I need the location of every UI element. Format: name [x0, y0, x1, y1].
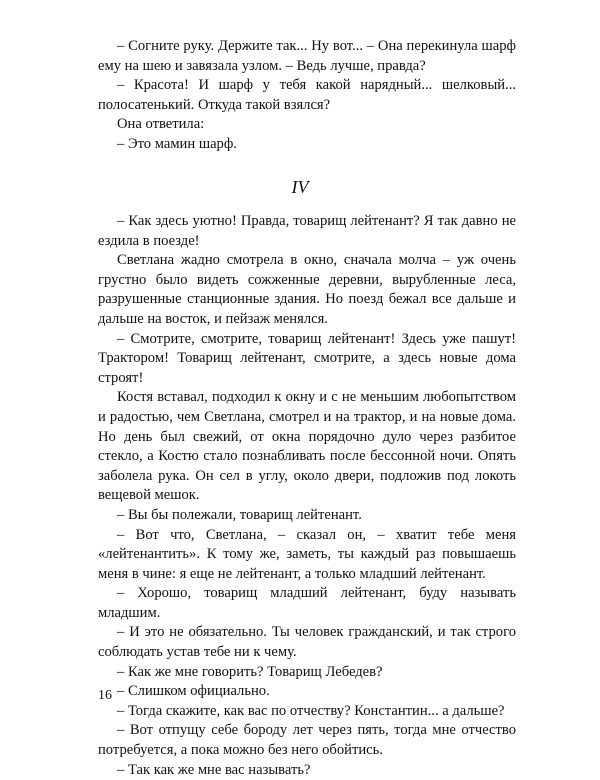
paragraph: – И это не обязательно. Ты человек гражданский, и так строго соблюдать устав тебе ни к чему. [98, 624, 516, 661]
paragraph: – Вот что, Светлана, – сказал он, – хватит тебе меня «лейтенантить». К тому же, заметь, ты каждый раз повышаешь меня в чине: я еще не лейтенант, а только младший лейтенант. [98, 526, 516, 582]
paragraph: – Это мамин шарф. [117, 135, 237, 152]
paragraph: – Слишком официально. [117, 683, 270, 700]
paragraph: – Тогда скажите, как вас по отчеству? Константин... а дальше? [117, 702, 505, 719]
chapter-heading: IV [291, 177, 309, 197]
paragraph: – Хорошо, товарищ младший лейтенант, буду называть младшим. [98, 585, 516, 621]
paragraph: – Согните руку. Держите так... Ну вот... – Она перекинула шарф ему на шею и завязала узлом. – Ведь лучше, правда? [98, 38, 516, 74]
paragraph: – Красота! И шарф у тебя какой нарядный... шелковый... полосатенький. Откуда такой взялся? [98, 77, 516, 113]
paragraph: Светлана жадно смотрела в окно, сначала молча – уж очень грустно было видеть сожженные деревни, вырубленные леса, разрушенные станционные здания. Но поезд бежал все дальше и дальше на восток, и пейзаж менялся. [98, 252, 516, 327]
paragraph: – Так как же мне вас называть? [117, 761, 311, 778]
paragraph: – Вот отпущу себе бороду лет через пять, тогда мне отчество потребуется, а пока можно без него обойтись. [98, 722, 516, 759]
paragraph: Костя вставал, подходил к окну и с не меньшим любопытством и радостью, чем Светлана, смотрел и на трактор, и на новые дома. Но день был свежий, от окна порядочно дуло через разбитое стекло, а Костю стало познабливать после бессонной ночи. Опять заболела рука. Он сел в углу, около двери, подложив под локоть вещевой мешок. [98, 389, 516, 504]
paragraph: – Вы бы полежали, товарищ лейтенант. [117, 506, 362, 523]
paragraph: – Смотрите, смотрите, товарищ лейтенант! Здесь уже пашут! Трактором! Товарищ лейтенант, смотрите, а здесь новые дома строят! [98, 330, 516, 386]
paragraph: – Как здесь уютно! Правда, товарищ лейтенант? Я так давно не ездила в поезде! [98, 213, 516, 249]
main-text-block [98, 212, 516, 780]
page-number: 16 [98, 688, 112, 703]
paragraph: Она ответила: [117, 116, 205, 133]
top-text-block [98, 37, 516, 155]
paragraph: – Как же мне говорить? Товарищ Лебедев? [117, 663, 383, 680]
